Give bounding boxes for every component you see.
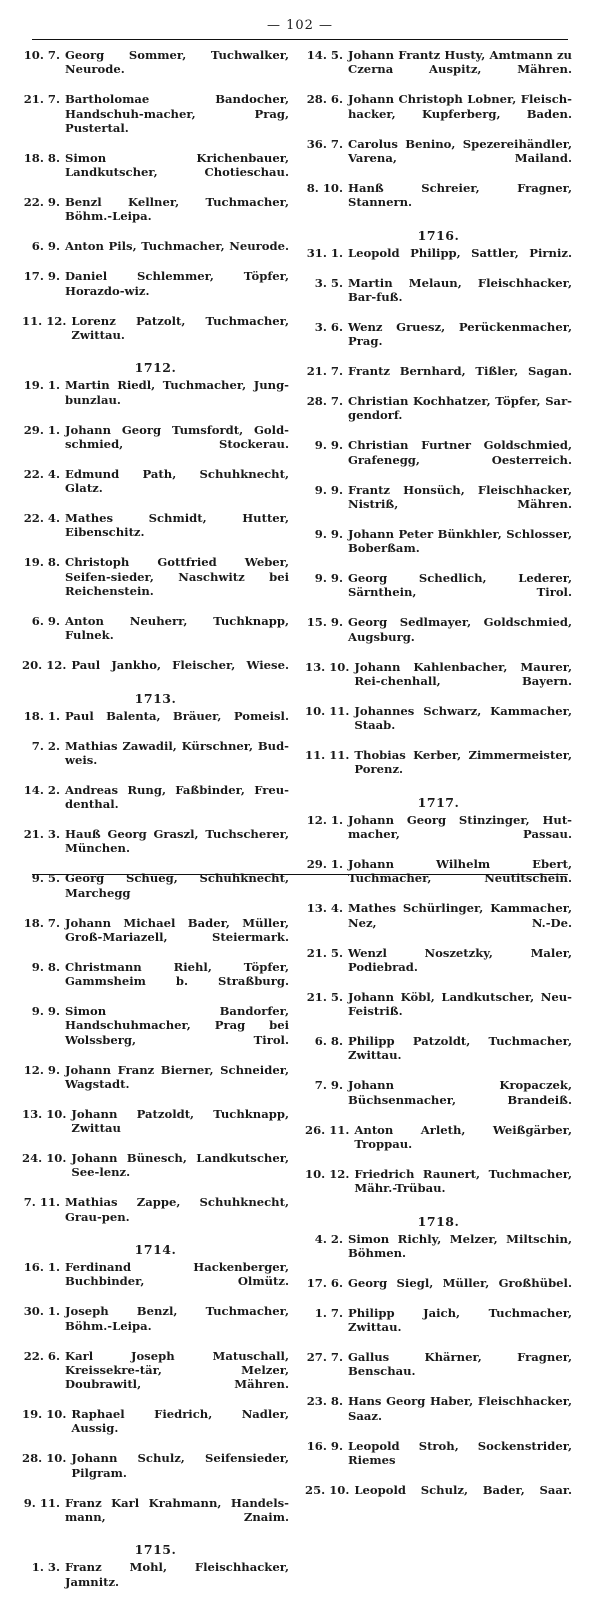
- entry-date: 28. 6.: [306, 92, 343, 107]
- list-item: [305, 1232, 572, 1275]
- entry-date: 21. 7.: [306, 364, 343, 378]
- entry-text: Georg Sedlmayer, Goldschmied, Augsburg.: [348, 615, 572, 644]
- entry-text: Thobias Kerber, Zimmermeister, Porenz.: [354, 748, 572, 777]
- entry-text: Simon Bandorfer, Handschuhmacher, Prag bei Wolssberg, Tirol.: [65, 1004, 289, 1047]
- entry-date: 8. 10.: [306, 180, 343, 195]
- entry-text: Christmann Riehl, Töpfer, Gammsheim b. Straßburg.: [65, 959, 289, 988]
- page-number: — 102 —: [266, 18, 334, 33]
- entry-text: Christoph Gottfried Weber, Seifen-sieder, Naschwitz bei Reichenstein.: [65, 555, 289, 598]
- entry-text: Johannes Schwarz, Kammacher, Staab.: [354, 703, 572, 732]
- entry-text: Wenz Gruesz, Perückenmacher, Prag.: [348, 319, 572, 348]
- list-item: [305, 1483, 572, 1512]
- entry-date: 3. 6.: [314, 319, 343, 334]
- list-item: [305, 364, 572, 393]
- entry-text: Frantz Bernhard, Tißler, Sagan.: [348, 364, 572, 378]
- year-heading: 1714.: [134, 1242, 177, 1257]
- entry-date: 7. 9.: [314, 1078, 343, 1093]
- list-item: [305, 813, 572, 856]
- entry-date: 9. 9.: [31, 1004, 60, 1018]
- list-item: [22, 1260, 289, 1303]
- list-item: [22, 783, 289, 826]
- list-item: [305, 571, 572, 614]
- entry-date: 28. 7.: [306, 394, 343, 408]
- entry-text: Johann Franz Bierner, Schneider, Wagstadt.: [65, 1062, 289, 1091]
- entry-date: 11. 12.: [22, 313, 67, 328]
- entry-date: 22. 4.: [23, 466, 60, 481]
- entry-date: 22. 4.: [23, 511, 60, 525]
- entry-date: 9. 9.: [314, 571, 343, 585]
- entry-text: Mathes Schmidt, Hutter, Eibenschitz.: [65, 511, 289, 540]
- list-item: [22, 960, 289, 1003]
- entry-date: 14. 5.: [306, 48, 343, 62]
- entry-date: 11. 11.: [305, 748, 350, 762]
- entry-text: Johann Michael Bader, Müller, Groß-Mariazell, Steiermark.: [65, 915, 289, 944]
- entry-text: Georg Siegl, Müller, Großhübel.: [348, 1275, 572, 1290]
- entry-text: Paul Jankho, Fleischer, Wiese.: [71, 658, 289, 672]
- entry-date: 12. 9.: [23, 1062, 60, 1077]
- list-item: [305, 1078, 572, 1121]
- entry-text: Mathes Schürlinger, Kammacher, Nez, N.-De.: [348, 901, 572, 930]
- entry-text: Johann Christoph Lobner, Fleisch-hacker, Kupferberg, Baden.: [348, 92, 572, 121]
- year-heading: 1712.: [134, 360, 177, 376]
- entry-text: Georg Schueg, Schuhknecht, Marchegg: [65, 871, 289, 900]
- entry-date: 21. 5.: [306, 945, 343, 960]
- entry-text: Leopold Philipp, Sattler, Pirniz.: [348, 245, 572, 260]
- entry-date: 27. 7.: [306, 1350, 343, 1364]
- list-item: [305, 394, 572, 437]
- list-item: [22, 1560, 289, 1603]
- entry-text: Hans Georg Haber, Fleischhacker, Saaz.: [348, 1394, 572, 1423]
- list-item: [305, 92, 572, 135]
- entry-date: 36. 7.: [306, 136, 343, 151]
- entry-date: 20. 12.: [22, 658, 67, 672]
- entry-text: Edmund Path, Schuhknecht, Glatz.: [65, 466, 289, 495]
- entry-text: Daniel Schlemmer, Töpfer, Horazdo-wiz.: [65, 269, 289, 298]
- entry-text: Philipp Patzoldt, Tuchmacher, Zwittau.: [348, 1034, 572, 1063]
- entry-text: Georg Sommer, Tuchwalker, Neurode.: [65, 48, 289, 77]
- list-item: [22, 739, 289, 782]
- list-item: [305, 660, 572, 703]
- entry-text: Hanß Schreier, Fragner, Stannern.: [348, 180, 572, 209]
- list-item: [305, 1276, 572, 1305]
- entry-date: 13. 10.: [22, 1106, 67, 1121]
- entry-text: Johann Schulz, Seifensieder, Pilgram.: [71, 1451, 289, 1480]
- entry-date: 26. 11.: [305, 1122, 350, 1137]
- entry-date: 24. 10.: [22, 1151, 67, 1165]
- entry-date: 19. 8.: [23, 555, 60, 570]
- list-item: [305, 901, 572, 944]
- entry-date: 31. 1.: [306, 245, 343, 260]
- entry-text: Raphael Fiedrich, Nadler, Aussig.: [71, 1407, 289, 1436]
- entry-date: 21. 5.: [306, 989, 343, 1004]
- list-item: [305, 137, 572, 180]
- entry-text: Johann Kropaczek, Büchsenmacher, Brandeiß.: [348, 1078, 572, 1107]
- list-item: [305, 857, 572, 900]
- entry-date: 15. 9.: [306, 615, 343, 630]
- entry-text: Hauß Georg Graszl, Tuchscherer, München.: [65, 827, 289, 856]
- year-heading: 1715.: [134, 1542, 177, 1558]
- entry-text: Leopold Stroh, Sockenstrider, Riemes: [348, 1438, 572, 1467]
- list-item: [22, 1496, 289, 1539]
- list-item: [305, 1306, 572, 1349]
- list-item: [22, 314, 289, 357]
- list-item: [22, 423, 289, 466]
- entry-date: 18. 1.: [23, 708, 60, 723]
- list-item: [305, 527, 572, 570]
- entry-text: Franz Mohl, Fleischhacker, Jamnitz.: [65, 1560, 289, 1589]
- entry-date: 7. 11.: [23, 1195, 60, 1210]
- entry-date: 30. 1.: [23, 1304, 60, 1319]
- year-heading: 1718.: [417, 1213, 460, 1229]
- entry-date: 21. 3.: [23, 827, 60, 841]
- entry-date: 17. 6.: [306, 1275, 343, 1290]
- entry-date: 1. 7.: [314, 1305, 343, 1320]
- entry-text: Wenzl Noszetzky, Maler, Podiebrad.: [348, 945, 572, 974]
- entry-text: Martin Riedl, Tuchmacher, Jung-bunzlau.: [65, 378, 289, 407]
- entry-text: Johann Wilhelm Ebert, Tuchmacher, Neutitschein.: [348, 857, 572, 886]
- entry-text: Andreas Rung, Faßbinder, Freu-denthal.: [65, 782, 289, 811]
- entry-text: Johann Georg Tumsfordt, Gold-schmied, Stockerau.: [65, 422, 289, 451]
- list-item: [22, 269, 289, 312]
- entry-date: 19. 10.: [22, 1407, 67, 1421]
- list-item: [305, 1394, 572, 1437]
- entry-date: 18. 8.: [23, 150, 60, 165]
- entry-date: 14. 2.: [23, 782, 60, 797]
- list-item: [22, 1151, 289, 1194]
- entry-text: Karl Joseph Matuschall, Kreissekre-tär, Melzer, Doubrawitl, Mähren.: [65, 1348, 289, 1391]
- list-item: [305, 320, 572, 363]
- entry-date: 1. 3.: [31, 1560, 60, 1575]
- list-item: [22, 916, 289, 959]
- entry-date: 12. 1.: [306, 812, 343, 827]
- entry-text: Ferdinand Hackenberger, Buchbinder, Olmütz.: [65, 1260, 289, 1289]
- entry-date: 9. 8.: [31, 959, 60, 974]
- list-item: [22, 378, 289, 421]
- entry-text: Franz Karl Krahmann, Handels-mann, Znaim.: [65, 1495, 289, 1524]
- list-item: [305, 704, 572, 747]
- entry-date: 3. 5.: [314, 275, 343, 290]
- entry-date: 28. 10.: [22, 1451, 67, 1466]
- two-column-layout: [22, 48, 578, 1605]
- entry-date: 22. 6.: [23, 1348, 60, 1363]
- list-item: [305, 246, 572, 275]
- entry-date: 21. 7.: [23, 92, 60, 107]
- entry-text: Paul Balenta, Bräuer, Pomeisl.: [65, 708, 289, 723]
- entry-date: 17. 9.: [23, 269, 60, 284]
- list-item: [305, 181, 572, 224]
- entry-date: 10. 7.: [23, 48, 60, 62]
- footer-rule: [32, 874, 568, 875]
- header-rule: [32, 39, 568, 40]
- list-item: [22, 195, 289, 238]
- list-item: [22, 48, 289, 91]
- entry-text: Anton Neuherr, Tuchknapp, Fulnek.: [65, 613, 289, 642]
- entry-date: 19. 1.: [23, 378, 60, 393]
- entry-date: 6. 9.: [31, 239, 60, 254]
- entry-date: 9. 9.: [314, 526, 343, 541]
- entry-date: 6. 8.: [314, 1034, 343, 1048]
- list-item: [305, 1123, 572, 1166]
- entry-date: 22. 9.: [23, 195, 60, 209]
- list-item: [22, 511, 289, 554]
- entry-text: Johann Kahlenbacher, Maurer, Rei-chenhall, Bayern.: [354, 659, 572, 688]
- list-item: [305, 1034, 572, 1077]
- list-item: [305, 276, 572, 319]
- entry-text: Johann Georg Stinzinger, Hut-macher, Passau.: [348, 812, 572, 841]
- list-item: [305, 1350, 572, 1393]
- entry-text: Carolus Benino, Spezereihändler, Varena, Mailand.: [348, 136, 572, 165]
- entry-date: 29. 1.: [23, 422, 60, 437]
- list-item: [305, 615, 572, 658]
- list-item: [22, 614, 289, 657]
- entry-date: 16. 1.: [23, 1260, 60, 1274]
- entry-text: Johann Peter Bünkhler, Schlosser, Boberßam.: [348, 526, 572, 555]
- entry-text: Simon Krichenbauer, Landkutscher, Chotieschau.: [65, 150, 289, 179]
- list-item: [22, 1451, 289, 1494]
- list-item: [22, 1349, 289, 1406]
- entry-date: 29. 1.: [306, 857, 343, 871]
- entry-date: 18. 7.: [23, 915, 60, 930]
- entry-date: 9. 9.: [314, 438, 343, 453]
- entry-text: Mathias Zappe, Schuhknecht, Grau-pen.: [65, 1195, 289, 1224]
- entry-text: Christian Kochhatzer, Töpfer, Sar-gendorf.: [348, 394, 572, 423]
- entry-text: Joseph Benzl, Tuchmacher, Böhm.-Leipa.: [65, 1304, 289, 1333]
- entry-date: 23. 8.: [306, 1394, 343, 1409]
- column-right: [305, 48, 572, 1513]
- entry-text: Martin Melaun, Fleischhacker, Bar-fuß.: [348, 275, 572, 304]
- list-item: [305, 1439, 572, 1482]
- entry-text: Anton Arleth, Weißgärber, Troppau.: [354, 1122, 572, 1151]
- entry-date: 9. 5.: [31, 871, 60, 886]
- list-item: [305, 483, 572, 526]
- year-heading: 1713.: [134, 690, 177, 706]
- entry-date: 9. 11.: [23, 1495, 60, 1510]
- entry-date: 10. 11.: [305, 703, 350, 718]
- list-item: [305, 990, 572, 1033]
- list-item: [305, 438, 572, 481]
- entry-text: Johann Köbl, Landkutscher, Neu-Feistriß.: [348, 989, 572, 1018]
- list-item: [22, 1107, 289, 1150]
- year-heading: 1717.: [417, 794, 460, 810]
- entry-date: 6. 9.: [31, 613, 60, 628]
- entry-text: Philipp Jaich, Tuchmacher, Zwittau.: [348, 1305, 572, 1334]
- entry-date: 7. 2.: [31, 738, 60, 753]
- list-item: [305, 1167, 572, 1210]
- entry-text: Friedrich Raunert, Tuchmacher, Mähr.-Trübau.: [354, 1166, 572, 1195]
- list-item: [22, 1304, 289, 1347]
- entry-date: 16. 9.: [306, 1438, 343, 1453]
- entry-text: Georg Schedlich, Lederer, Särnthein, Tirol.: [348, 571, 572, 600]
- entry-text: Simon Richly, Melzer, Miltschin, Böhmen.: [348, 1231, 572, 1260]
- entry-text: Johann Frantz Husty, Amtmann zu Czerna Auspitz, Mähren.: [348, 48, 572, 77]
- entry-text: Mathias Zawadil, Kürschner, Bud-weis.: [65, 738, 289, 767]
- entry-date: 13. 10.: [305, 659, 350, 674]
- list-item: [22, 467, 289, 510]
- column-left: [22, 48, 289, 1605]
- entry-date: 25. 10.: [305, 1482, 350, 1497]
- entry-text: Christian Furtner Goldschmied, Grafenegg, Oesterreich.: [348, 438, 572, 467]
- entry-text: Frantz Honsüch, Fleischhacker, Nistriß, Mähren.: [348, 482, 572, 511]
- list-item: [22, 1004, 289, 1061]
- list-item: [305, 48, 572, 91]
- entry-date: 10. 12.: [305, 1166, 350, 1181]
- entry-text: Gallus Khärner, Fragner, Benschau.: [348, 1350, 572, 1379]
- list-item: [305, 748, 572, 791]
- list-item: [22, 1407, 289, 1450]
- entry-text: Bartholomae Bandocher, Handschuh-macher, Prag, Pustertal.: [65, 92, 289, 135]
- year-heading: 1716.: [417, 227, 460, 243]
- entry-date: 13. 4.: [306, 901, 343, 916]
- entry-date: 9. 9.: [314, 482, 343, 497]
- list-item: [22, 871, 289, 914]
- entry-text: Johann Bünesch, Landkutscher, See-lenz.: [71, 1151, 289, 1180]
- list-item: [22, 709, 289, 738]
- list-item: [22, 555, 289, 612]
- entry-text: Benzl Kellner, Tuchmacher, Böhm.-Leipa.: [65, 195, 289, 224]
- list-item: [22, 239, 289, 268]
- list-item: [22, 658, 289, 687]
- entry-text: Leopold Schulz, Bader, Saar.: [354, 1482, 572, 1497]
- list-item: [22, 151, 289, 194]
- entry-text: Johann Patzoldt, Tuchknapp, Zwittau: [71, 1106, 289, 1135]
- list-item: [22, 1195, 289, 1238]
- list-item: [22, 827, 289, 870]
- entry-text: Lorenz Patzolt, Tuchmacher, Zwittau.: [71, 313, 289, 342]
- list-item: [305, 946, 572, 989]
- entry-text: Anton Pils, Tuchmacher, Neurode.: [65, 239, 289, 254]
- list-item: [22, 1063, 289, 1106]
- list-item: [22, 92, 289, 149]
- entry-date: 4. 2.: [314, 1231, 343, 1246]
